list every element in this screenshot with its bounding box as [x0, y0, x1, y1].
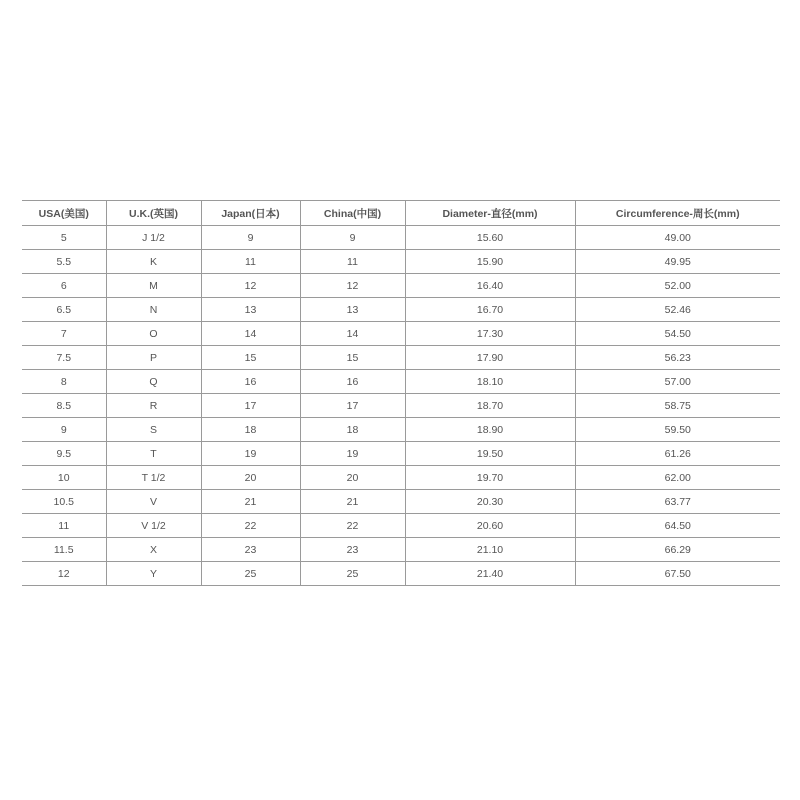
- cell-china: 11: [300, 250, 405, 274]
- cell-japan: 23: [201, 538, 300, 562]
- table-row: [22, 250, 780, 274]
- cell-china: 12: [300, 274, 405, 298]
- cell-japan: 13: [201, 298, 300, 322]
- cell-china: 25: [300, 562, 405, 586]
- cell-diameter: 18.70: [405, 394, 575, 418]
- header-japan: Japan(日本): [201, 201, 300, 226]
- cell-china: 22: [300, 514, 405, 538]
- table-row: [22, 274, 780, 298]
- cell-usa: 9.5: [22, 442, 106, 466]
- cell-china: 13: [300, 298, 405, 322]
- cell-china: 15: [300, 346, 405, 370]
- cell-uk: M: [106, 274, 201, 298]
- table-row: [22, 538, 780, 562]
- cell-japan: 18: [201, 418, 300, 442]
- cell-uk: T: [106, 442, 201, 466]
- cell-uk: K: [106, 250, 201, 274]
- cell-china: 21: [300, 490, 405, 514]
- cell-uk: T 1/2: [106, 466, 201, 490]
- table-row: [22, 322, 780, 346]
- cell-circumference: 62.00: [575, 466, 780, 490]
- table-row: [22, 370, 780, 394]
- cell-uk: R: [106, 394, 201, 418]
- cell-japan: 19: [201, 442, 300, 466]
- cell-diameter: 18.90: [405, 418, 575, 442]
- table-row: [22, 562, 780, 586]
- cell-china: 14: [300, 322, 405, 346]
- table-row: [22, 418, 780, 442]
- table-row: [22, 490, 780, 514]
- cell-china: 20: [300, 466, 405, 490]
- cell-usa: 7.5: [22, 346, 106, 370]
- table-row: [22, 514, 780, 538]
- table-row: [22, 298, 780, 322]
- cell-usa: 5: [22, 226, 106, 250]
- cell-uk: V 1/2: [106, 514, 201, 538]
- cell-usa: 5.5: [22, 250, 106, 274]
- cell-usa: 6.5: [22, 298, 106, 322]
- cell-diameter: 17.90: [405, 346, 575, 370]
- cell-japan: 16: [201, 370, 300, 394]
- cell-diameter: 21.10: [405, 538, 575, 562]
- cell-circumference: 57.00: [575, 370, 780, 394]
- cell-diameter: 19.70: [405, 466, 575, 490]
- cell-circumference: 66.29: [575, 538, 780, 562]
- cell-circumference: 67.50: [575, 562, 780, 586]
- table-row: [22, 466, 780, 490]
- cell-diameter: 16.40: [405, 274, 575, 298]
- header-diameter: Diameter-直径(mm): [405, 201, 575, 226]
- cell-diameter: 15.90: [405, 250, 575, 274]
- cell-diameter: 21.40: [405, 562, 575, 586]
- cell-japan: 17: [201, 394, 300, 418]
- cell-diameter: 18.10: [405, 370, 575, 394]
- cell-diameter: 20.60: [405, 514, 575, 538]
- cell-usa: 11.5: [22, 538, 106, 562]
- cell-circumference: 58.75: [575, 394, 780, 418]
- cell-usa: 6: [22, 274, 106, 298]
- cell-japan: 20: [201, 466, 300, 490]
- header-uk: U.K.(英国): [106, 201, 201, 226]
- cell-circumference: 49.00: [575, 226, 780, 250]
- cell-usa: 11: [22, 514, 106, 538]
- cell-circumference: 54.50: [575, 322, 780, 346]
- cell-uk: Q: [106, 370, 201, 394]
- cell-circumference: 52.00: [575, 274, 780, 298]
- table-header-row: [22, 201, 780, 226]
- cell-circumference: 61.26: [575, 442, 780, 466]
- cell-japan: 11: [201, 250, 300, 274]
- cell-japan: 14: [201, 322, 300, 346]
- table-row: [22, 226, 780, 250]
- table-row: [22, 442, 780, 466]
- cell-china: 9: [300, 226, 405, 250]
- cell-diameter: 19.50: [405, 442, 575, 466]
- table-row: [22, 346, 780, 370]
- cell-diameter: 15.60: [405, 226, 575, 250]
- cell-circumference: 64.50: [575, 514, 780, 538]
- ring-size-table: [22, 200, 780, 586]
- cell-usa: 12: [22, 562, 106, 586]
- cell-japan: 9: [201, 226, 300, 250]
- cell-usa: 10: [22, 466, 106, 490]
- cell-uk: J 1/2: [106, 226, 201, 250]
- cell-china: 17: [300, 394, 405, 418]
- cell-uk: S: [106, 418, 201, 442]
- header-usa: USA(美国): [22, 201, 106, 226]
- cell-diameter: 16.70: [405, 298, 575, 322]
- cell-circumference: 52.46: [575, 298, 780, 322]
- cell-japan: 22: [201, 514, 300, 538]
- cell-circumference: 49.95: [575, 250, 780, 274]
- cell-japan: 25: [201, 562, 300, 586]
- cell-china: 19: [300, 442, 405, 466]
- cell-usa: 10.5: [22, 490, 106, 514]
- header-circumference: Circumference-周长(mm): [575, 201, 780, 226]
- cell-china: 23: [300, 538, 405, 562]
- cell-circumference: 56.23: [575, 346, 780, 370]
- cell-uk: X: [106, 538, 201, 562]
- table-row: [22, 394, 780, 418]
- cell-diameter: 17.30: [405, 322, 575, 346]
- cell-uk: O: [106, 322, 201, 346]
- cell-japan: 15: [201, 346, 300, 370]
- cell-usa: 8: [22, 370, 106, 394]
- cell-japan: 12: [201, 274, 300, 298]
- cell-circumference: 63.77: [575, 490, 780, 514]
- cell-usa: 8.5: [22, 394, 106, 418]
- cell-china: 18: [300, 418, 405, 442]
- cell-uk: N: [106, 298, 201, 322]
- cell-uk: P: [106, 346, 201, 370]
- cell-usa: 9: [22, 418, 106, 442]
- cell-china: 16: [300, 370, 405, 394]
- cell-uk: Y: [106, 562, 201, 586]
- table-body: [22, 226, 780, 586]
- cell-uk: V: [106, 490, 201, 514]
- cell-diameter: 20.30: [405, 490, 575, 514]
- header-china: China(中国): [300, 201, 405, 226]
- cell-usa: 7: [22, 322, 106, 346]
- cell-circumference: 59.50: [575, 418, 780, 442]
- cell-japan: 21: [201, 490, 300, 514]
- ring-size-table-container: [22, 200, 780, 586]
